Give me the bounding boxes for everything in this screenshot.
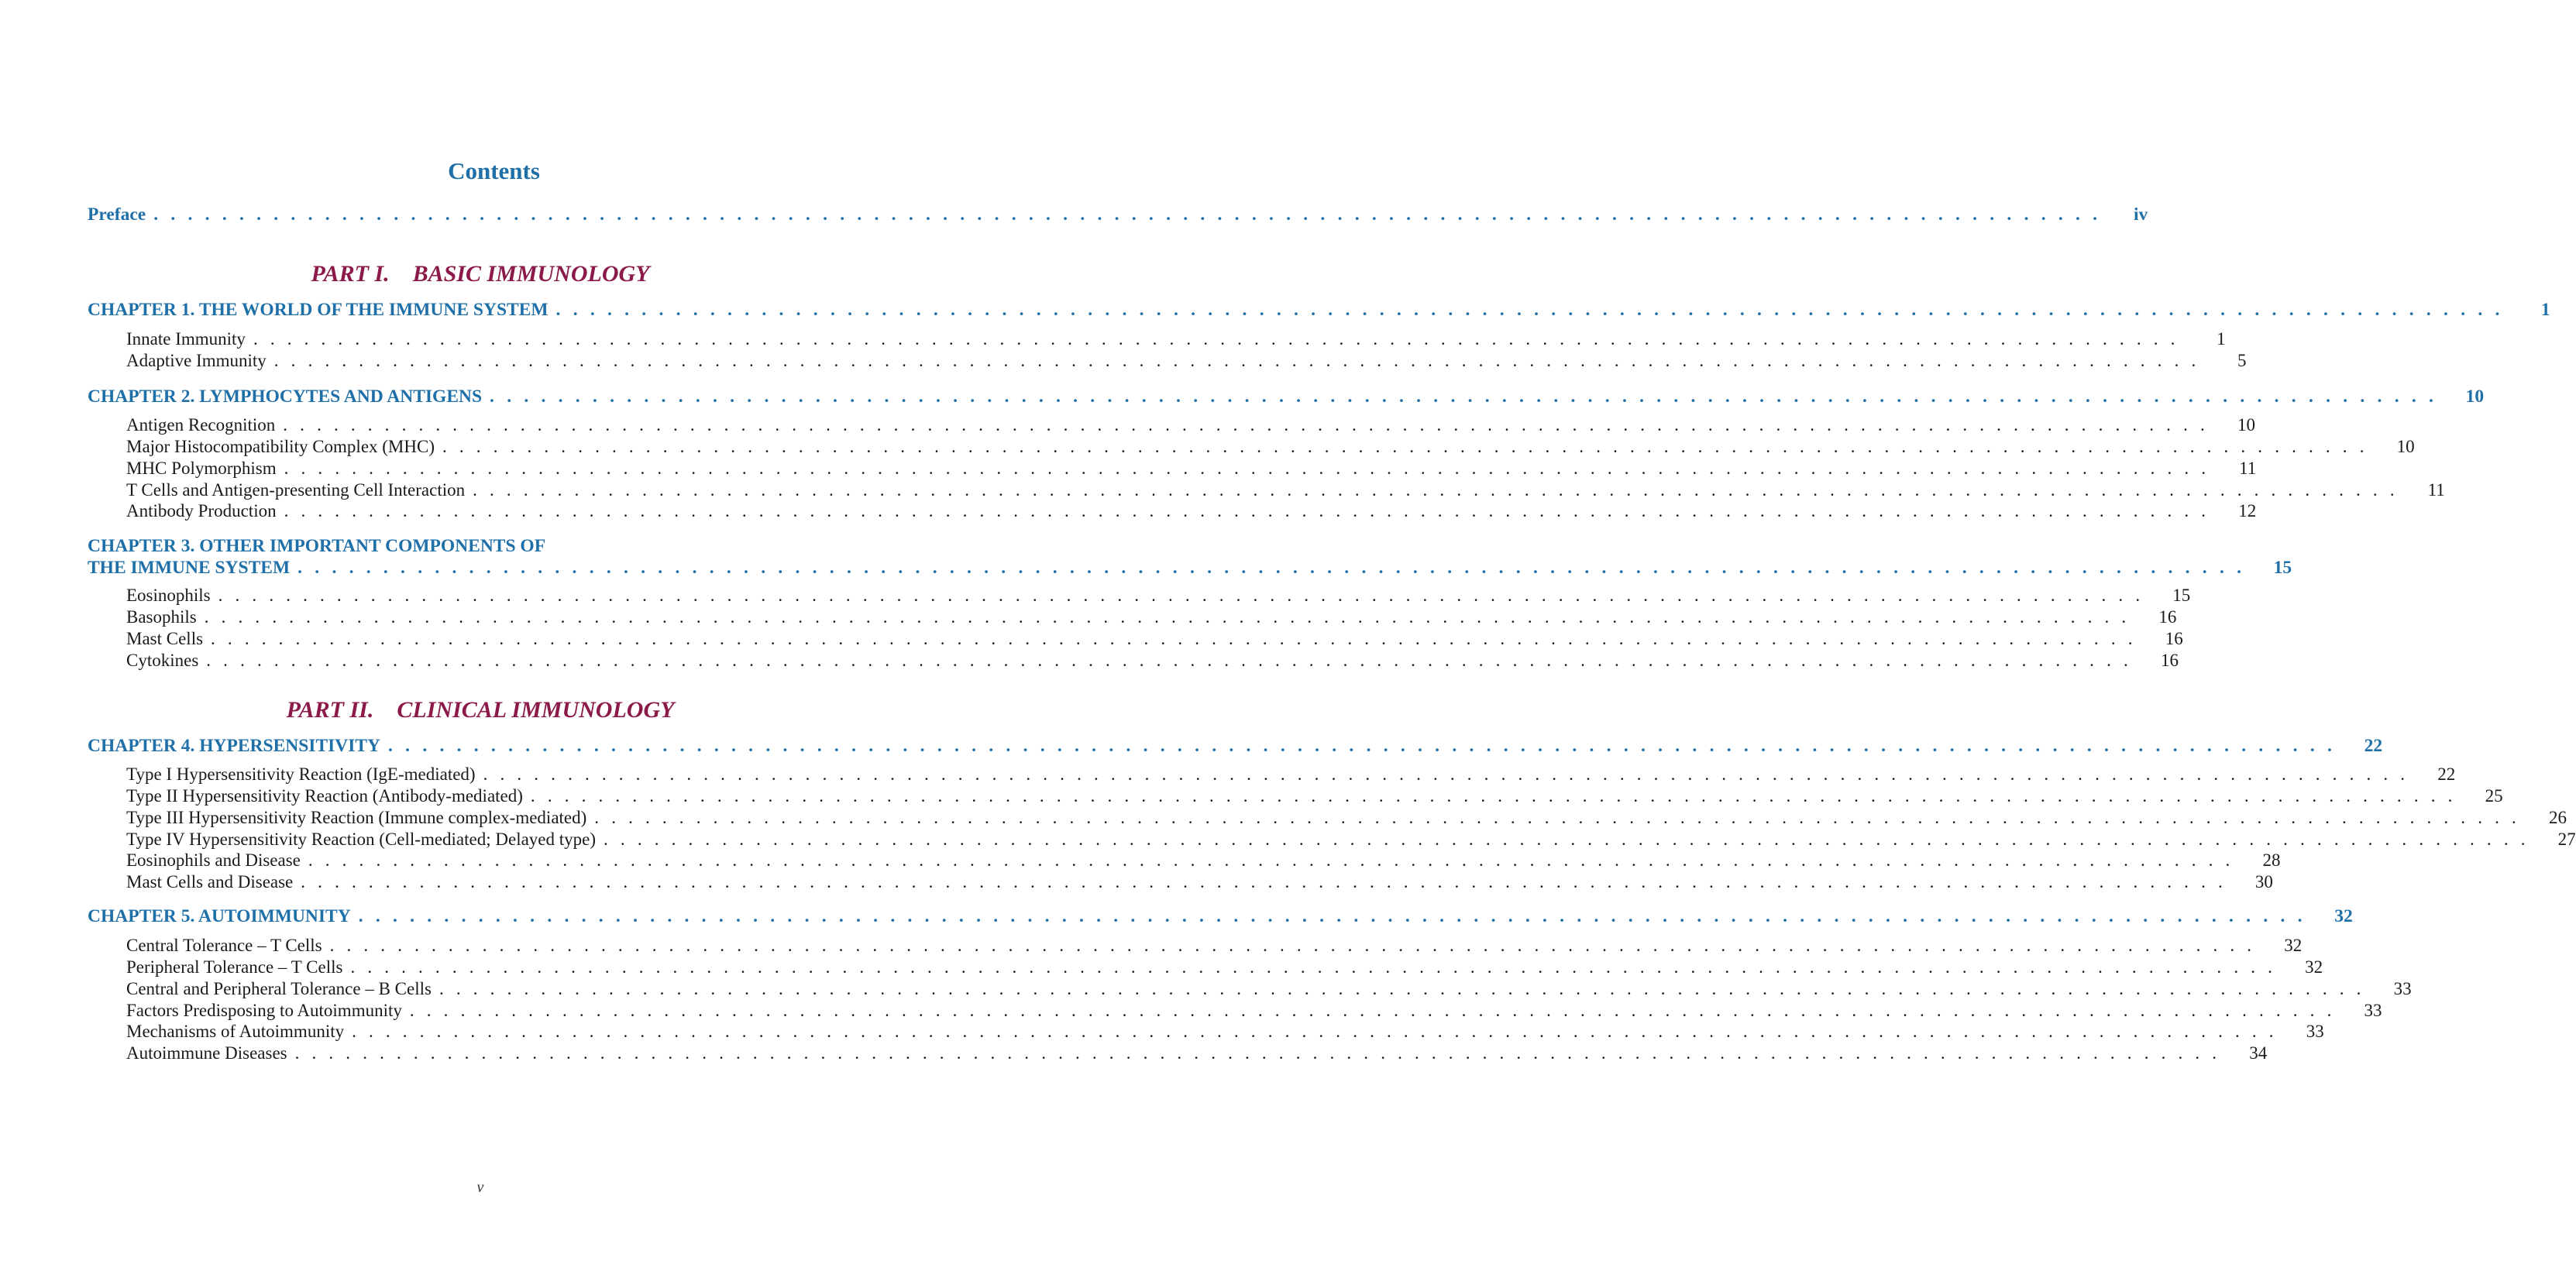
toc-section-page: 33: [2393, 979, 2412, 998]
leader-dots: . . . . . . . . . . . . . . . . . . . . . . . . . . . . . . . . . . . . . . . . . . . . . . . . . . . . . . . . . . . . . . . . . . . . . . . . . . . . . . . . . . . . . . . . . . . . . . . . . . . . . . . . . . . . . . . . . .: [442, 437, 2368, 456]
toc-chapter-label: CHAPTER 1. THE WORLD OF THE IMMUNE SYSTEM: [88, 300, 549, 320]
toc-section[interactable]: [126, 956, 2323, 979]
leader-dots: . . . . . . . . . . . . . . . . . . . . . . . . . . . . . . . . . . . . . . . . . . . . . . . . . . . . . . . . . . . . . . . . . . . . . . . . . . . . . . . . . . . . . . . . . . . . . . . . . . . . . . . . . . . . . . . . . .: [350, 957, 2277, 977]
leader-dots: . . . . . . . . . . . . . . . . . . . . . . . . . . . . . . . . . . . . . . . . . . . . . . . . . . . . . . . . . . . . . . . . . . . . . . . . . . . . . . . . . . . . . . . . . . . . . . . . . . . . . . . . . . . . . . . . . .: [555, 300, 2504, 320]
toc-chapter-page: 10: [2465, 386, 2485, 407]
toc-section-label: Type IV Hypersensitivity Reaction (Cell-mediated; Delayed type): [126, 830, 597, 849]
toc-section-page: 30: [2254, 872, 2273, 892]
leader-dots: . . . . . . . . . . . . . . . . . . . . . . . . . . . . . . . . . . . . . . . . . . . . . . . . . . . . . . . . . . . . . . . . . . . . . . . . . . . . . . . . . . . . . . . . . . . . . . . . . . . . . . . . . . . . . . . . . .: [409, 1001, 2336, 1020]
toc-section[interactable]: [126, 1020, 2324, 1043]
toc-section-label: Cytokines: [126, 651, 199, 670]
toc-section-label: Adaptive Immunity: [126, 351, 267, 370]
toc-section[interactable]: [126, 806, 2567, 830]
toc-section-page: 12: [2238, 501, 2257, 520]
toc-section-page: 5: [2237, 351, 2247, 370]
toc-section-label: Innate Immunity: [126, 329, 246, 349]
toc-section-page: 32: [2305, 957, 2323, 977]
toc-section-page: 32: [2284, 936, 2303, 955]
toc-section-label: T Cells and Antigen-presenting Cell Interaction: [126, 480, 466, 500]
toc-chapter-page: 32: [2334, 906, 2353, 926]
toc-section-label: Type III Hypersensitivity Reaction (Immune complex-mediated): [126, 808, 587, 827]
toc-chapter-5[interactable]: [88, 905, 2353, 928]
toc-section-label: MHC Polymorphism: [126, 459, 277, 478]
leader-dots: . . . . . . . . . . . . . . . . . . . . . . . . . . . . . . . . . . . . . . . . . . . . . . . . . . . . . . . . . . . . . . . . . . . . . . . . . . . . . . . . . . . . . . . . . . . . . . . . . . . . . . . . . . . . . . . . . .: [308, 850, 2234, 870]
toc-section-page: 34: [2249, 1043, 2268, 1063]
toc-chapter-3-line1[interactable]: CHAPTER 3. OTHER IMPORTANT COMPONENTS OF: [88, 536, 546, 556]
toc-section[interactable]: [126, 435, 2415, 459]
leader-dots: . . . . . . . . . . . . . . . . . . . . . . . . . . . . . . . . . . . . . . . . . . . . . . . . . . . . . . . . . . . . . . . . . . . . . . . . . . . . . . . . . . . . . . . . . . . . . . . . . . . . . . . . . . . . . . . . . .: [388, 736, 2337, 756]
toc-section-label: Factors Predisposing to Autoimmunity: [126, 1001, 402, 1020]
toc-section[interactable]: [126, 649, 2179, 672]
toc-section-page: 10: [2237, 415, 2255, 435]
toc-section-label: Major Histocompatibility Complex (MHC): [126, 437, 435, 456]
toc-section[interactable]: [126, 457, 2257, 480]
toc-section-label: Central Tolerance – T Cells: [126, 936, 322, 955]
toc-section-label: Autoimmune Diseases: [126, 1043, 287, 1063]
toc-section-page: 16: [2158, 607, 2177, 627]
toc-section-page: 33: [2364, 1001, 2382, 1020]
toc-section-label: Mechanisms of Autoimmunity: [126, 1022, 345, 1041]
toc-section-label: Antigen Recognition: [126, 415, 276, 435]
leader-dots: . . . . . . . . . . . . . . . . . . . . . . . . . . . . . . . . . . . . . . . . . . . . . . . . . . . . . . . . . . . . . . . . . . . . . . . . . . . . . . . . . . . . . . . . . . . . . . . . . . . . . . . . . . . . . . . . . .: [284, 501, 2210, 520]
toc-section-page: 16: [2160, 651, 2179, 670]
toc-section[interactable]: [126, 977, 2412, 1001]
leader-dots: . . . . . . . . . . . . . . . . . . . . . . . . . . . . . . . . . . . . . . . . . . . . . . . . . . . . . . . . . . . . . . . . . . . . . . . . . . . . . . . . . . . . . . . . . . . . . . . . . . . . . . . . . . . . . . . . . .: [297, 558, 2246, 578]
toc-section-page: 11: [2239, 459, 2257, 478]
toc-section-label: Peripheral Tolerance – T Cells: [126, 957, 343, 977]
leader-dots: . . . . . . . . . . . . . . . . . . . . . . . . . . . . . . . . . . . . . . . . . . . . . . . . . . . . . . . . . . . . . . . . . . . . . . . . . . . . . . . . . . . . . . . . . . . . . . . . . . . . . . . . . . . . . . . . . .: [206, 651, 2132, 670]
toc-section-label: Eosinophils and Disease: [126, 850, 301, 870]
toc-section[interactable]: [126, 828, 2576, 851]
toc-section[interactable]: [126, 871, 2273, 894]
footer-page-number: v: [476, 1179, 484, 1196]
leader-dots: . . . . . . . . . . . . . . . . . . . . . . . . . . . . . . . . . . . . . . . . . . . . . . . . . . . . . . . . . . . . . . . . . . . . . . . . . . . . . . . . . . . . . . . . . . . . . . . . . . . . . . . . . . . . . . . . . .: [218, 586, 2144, 605]
toc-section-page: 25: [2485, 786, 2503, 806]
toc-section[interactable]: [126, 479, 2445, 502]
toc-section-page: 10: [2396, 437, 2415, 456]
leader-dots: . . . . . . . . . . . . . . . . . . . . . . . . . . . . . . . . . . . . . . . . . . . . . . . . . . . . . . . . . . . . . . . . . . . . . . . . . . . . . . . . . . . . . . . . . . . . . . . . . . . . . . . . . . . . . . . . . .: [490, 386, 2438, 407]
toc-section[interactable]: [126, 763, 2456, 786]
leader-dots: . . . . . . . . . . . . . . . . . . . . . . . . . . . . . . . . . . . . . . . . . . . . . . . . . . . . . . . . . . . . . . . . . . . . . . . . . . . . . . . . . . . . . . . . . . . . . . . . . . . . . . . . . . . . . . . . . .: [329, 936, 2256, 955]
toc-section-page: 22: [2437, 764, 2456, 784]
toc-section-page: 28: [2262, 850, 2281, 870]
toc-section[interactable]: [126, 328, 2226, 351]
toc-section-label: Mast Cells and Disease: [126, 872, 294, 892]
toc-section-label: Basophils: [126, 607, 197, 627]
leader-dots: . . . . . . . . . . . . . . . . . . . . . . . . . . . . . . . . . . . . . . . . . . . . . . . . . . . . . . . . . . . . . . . . . . . . . . . . . . . . . . . . . . . . . . . . . . . . . . . . . . . . . . . . . . . . . . . . . .: [284, 459, 2210, 478]
leader-dots: . . . . . . . . . . . . . . . . . . . . . . . . . . . . . . . . . . . . . . . . . . . . . . . . . . . . . . . . . . . . . . . . . . . . . . . . . . . . . . . . . . . . . . . . . . . . . . . . . . . . . . . . . . . . . . . . . .: [294, 1043, 2221, 1063]
part-heading-2: PART II. CLINICAL IMMUNOLOGY: [286, 697, 675, 723]
leader-dots: . . . . . . . . . . . . . . . . . . . . . . . . . . . . . . . . . . . . . . . . . . . . . . . . . . . . . . . . . . . . . . . . . . . . . . . . . . . . . . . . . . . . . . . . . . . . . . . . . . . . . . . . . . . . . . . . . .: [211, 629, 2137, 648]
leader-dots: . . . . . . . . . . . . . . . . . . . . . . . . . . . . . . . . . . . . . . . . . . . . . . . . . . . . . . . . . . . . . . . . . . . . . . . . . . . . . . . . . . . . . . . . . . . . . . . . . . . . . . . . . . . . . . . . . .: [153, 204, 2102, 225]
toc-chapter-label: CHAPTER 2. LYMPHOCYTES AND ANTIGENS: [88, 386, 483, 407]
toc-chapter-page: 15: [2273, 558, 2292, 578]
toc-section-page: 15: [2172, 586, 2191, 605]
toc-chapter-label: THE IMMUNE SYSTEM: [88, 558, 291, 578]
leader-dots: . . . . . . . . . . . . . . . . . . . . . . . . . . . . . . . . . . . . . . . . . . . . . . . . . . . . . . . . . . . . . . . . . . . . . . . . . . . . . . . . . . . . . . . . . . . . . . . . . . . . . . . . . . . . . . . . . .: [439, 979, 2365, 998]
toc-chapter-4[interactable]: [88, 734, 2383, 758]
leader-dots: . . . . . . . . . . . . . . . . . . . . . . . . . . . . . . . . . . . . . . . . . . . . . . . . . . . . . . . . . . . . . . . . . . . . . . . . . . . . . . . . . . . . . . . . . . . . . . . . . . . . . . . . . . . . . . . . . .: [604, 830, 2530, 849]
toc-chapter-label: CHAPTER 5. AUTOIMMUNITY: [88, 906, 351, 926]
toc-chapter-page: 22: [2364, 736, 2383, 756]
toc-section[interactable]: [126, 627, 2183, 651]
toc-section[interactable]: [126, 999, 2382, 1022]
leader-dots: . . . . . . . . . . . . . . . . . . . . . . . . . . . . . . . . . . . . . . . . . . . . . . . . . . . . . . . . . . . . . . . . . . . . . . . . . . . . . . . . . . . . . . . . . . . . . . . . . . . . . . . . . . . . . . . . . .: [358, 906, 2306, 926]
leader-dots: . . . . . . . . . . . . . . . . . . . . . . . . . . . . . . . . . . . . . . . . . . . . . . . . . . . . . . . . . . . . . . . . . . . . . . . . . . . . . . . . . . . . . . . . . . . . . . . . . . . . . . . . . . . . . . . . . .: [273, 351, 2200, 370]
toc-section[interactable]: [126, 500, 2257, 523]
toc-section-label: Mast Cells: [126, 629, 204, 648]
part-heading-1: PART I. BASIC IMMUNOLOGY: [311, 261, 650, 287]
toc-section[interactable]: [126, 1042, 2268, 1065]
toc-section-label: Eosinophils: [126, 586, 211, 605]
toc-chapter-page: 1: [2540, 300, 2550, 320]
leader-dots: . . . . . . . . . . . . . . . . . . . . . . . . . . . . . . . . . . . . . . . . . . . . . . . . . . . . . . . . . . . . . . . . . . . . . . . . . . . . . . . . . . . . . . . . . . . . . . . . . . . . . . . . . . . . . . . . . .: [301, 872, 2227, 892]
toc-section[interactable]: [126, 584, 2191, 607]
toc-section[interactable]: [126, 785, 2503, 808]
toc-section-label: Type I Hypersensitivity Reaction (IgE-mediated): [126, 764, 476, 784]
toc-section-label: Central and Peripheral Tolerance – B Cells: [126, 979, 432, 998]
toc-preface[interactable]: [88, 203, 2148, 226]
leader-dots: . . . . . . . . . . . . . . . . . . . . . . . . . . . . . . . . . . . . . . . . . . . . . . . . . . . . . . . . . . . . . . . . . . . . . . . . . . . . . . . . . . . . . . . . . . . . . . . . . . . . . . . . . . . . . . . . . .: [594, 808, 2520, 827]
toc-chapter-1[interactable]: [88, 298, 2550, 321]
toc-section-label: Type II Hypersensitivity Reaction (Antibody-mediated): [126, 786, 523, 806]
leader-dots: . . . . . . . . . . . . . . . . . . . . . . . . . . . . . . . . . . . . . . . . . . . . . . . . . . . . . . . . . . . . . . . . . . . . . . . . . . . . . . . . . . . . . . . . . . . . . . . . . . . . . . . . . . . . . . . . . .: [473, 480, 2399, 500]
toc-section-page: 1: [2217, 329, 2226, 349]
toc-chapter-3[interactable]: [88, 556, 2292, 579]
toc-section[interactable]: [126, 934, 2303, 957]
leader-dots: . . . . . . . . . . . . . . . . . . . . . . . . . . . . . . . . . . . . . . . . . . . . . . . . . . . . . . . . . . . . . . . . . . . . . . . . . . . . . . . . . . . . . . . . . . . . . . . . . . . . . . . . . . . . . . . . . .: [483, 764, 2409, 784]
toc-section-page: 26: [2548, 808, 2567, 827]
toc-preface-page: iv: [2133, 204, 2148, 225]
page-title: Contents: [448, 157, 540, 184]
leader-dots: . . . . . . . . . . . . . . . . . . . . . . . . . . . . . . . . . . . . . . . . . . . . . . . . . . . . . . . . . . . . . . . . . . . . . . . . . . . . . . . . . . . . . . . . . . . . . . . . . . . . . . . . . . . . . . . . . .: [204, 607, 2131, 627]
leader-dots: . . . . . . . . . . . . . . . . . . . . . . . . . . . . . . . . . . . . . . . . . . . . . . . . . . . . . . . . . . . . . . . . . . . . . . . . . . . . . . . . . . . . . . . . . . . . . . . . . . . . . . . . . . . . . . . . . .: [253, 329, 2179, 349]
toc-chapter-label: CHAPTER 4. HYPERSENSITIVITY: [88, 736, 381, 756]
toc-section[interactable]: [126, 414, 2255, 437]
toc-preface-label: Preface: [88, 204, 146, 225]
toc-section-page: 11: [2427, 480, 2445, 500]
leader-dots: . . . . . . . . . . . . . . . . . . . . . . . . . . . . . . . . . . . . . . . . . . . . . . . . . . . . . . . . . . . . . . . . . . . . . . . . . . . . . . . . . . . . . . . . . . . . . . . . . . . . . . . . . . . . . . . . . .: [352, 1022, 2278, 1041]
toc-chapter-2[interactable]: [88, 385, 2485, 408]
toc-section-label: Antibody Production: [126, 501, 277, 520]
toc-section-page: 27: [2557, 830, 2576, 849]
toc-section-page: 16: [2165, 629, 2183, 648]
toc-section[interactable]: [126, 349, 2247, 373]
toc-section[interactable]: [126, 606, 2177, 629]
toc-section[interactable]: [126, 849, 2281, 872]
leader-dots: . . . . . . . . . . . . . . . . . . . . . . . . . . . . . . . . . . . . . . . . . . . . . . . . . . . . . . . . . . . . . . . . . . . . . . . . . . . . . . . . . . . . . . . . . . . . . . . . . . . . . . . . . . . . . . . . . .: [283, 415, 2209, 435]
toc-section-page: 33: [2306, 1022, 2324, 1041]
leader-dots: . . . . . . . . . . . . . . . . . . . . . . . . . . . . . . . . . . . . . . . . . . . . . . . . . . . . . . . . . . . . . . . . . . . . . . . . . . . . . . . . . . . . . . . . . . . . . . . . . . . . . . . . . . . . . . . . . .: [530, 786, 2457, 806]
